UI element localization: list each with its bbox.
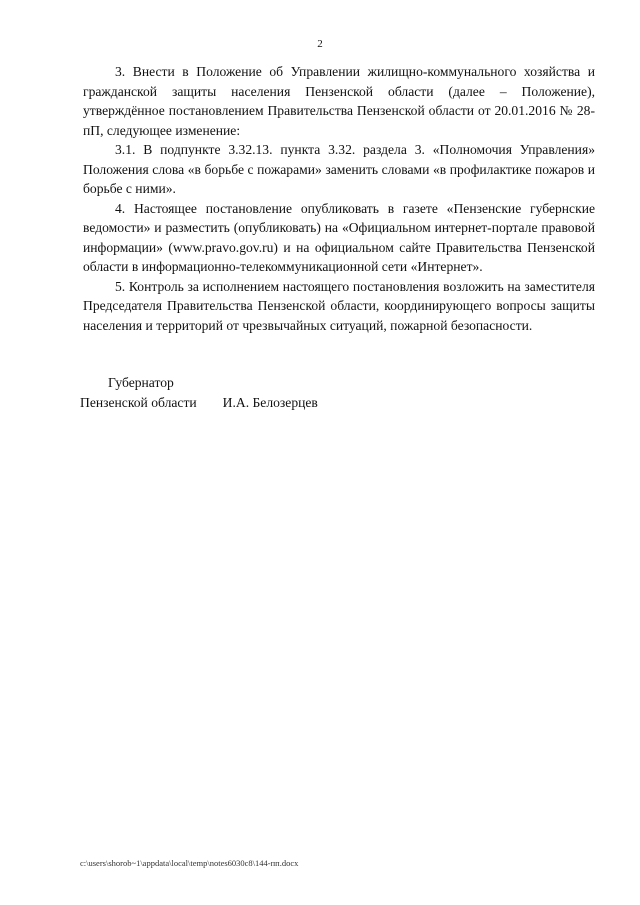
document-body <box>83 62 595 335</box>
paragraph-item-4: 4. Настоящее постановление опубликовать в газете «Пензенские губернские ведомости» и разместить (опубликовать) на «Официальном интернет-портале правовой информации» (www.pravo.gov.ru) и на официальном сайте Правительства Пензенской области в информационно-телекоммуникационной сети «Интернет». <box>83 200 595 274</box>
paragraph-item-3: 3. Внести в Положение об Управлении жилищно-коммунального хозяйства и гражданской защиты населения Пензенской области (далее – Положение), утверждённое постановлением Правительства Пензенской области от 20.01.2016 № 28-пП, следующее изменение: <box>83 64 595 138</box>
signature-block <box>80 373 318 412</box>
signatory-title: Губернатор <box>108 375 174 390</box>
signatory-name: И.А. Белозерцев <box>222 394 318 410</box>
paragraph-item-3-1: 3.1. В подпункте 3.32.13. пункта 3.32. раздела 3. «Полномочия Управления» Положения слова «в борьбе с пожарами» заменить словами «в профилактике пожаров и борьбе с ними». <box>83 142 595 196</box>
paragraph-item-5: 5. Контроль за исполнением настоящего постановления возложить на заместителя Председателя Правительства Пензенской области, координирующего вопросы защиты населения и территорий от чрезвычайных ситуаций, пожарной безопасности. <box>83 278 595 333</box>
signature-row <box>80 393 318 413</box>
signatory-region: Пензенской области <box>80 394 197 410</box>
page-number: 2 <box>317 38 323 50</box>
footer-file-path: c:\users\shorob~1\appdata\local\temp\notes6030c8\144-пп.docx <box>80 858 299 868</box>
